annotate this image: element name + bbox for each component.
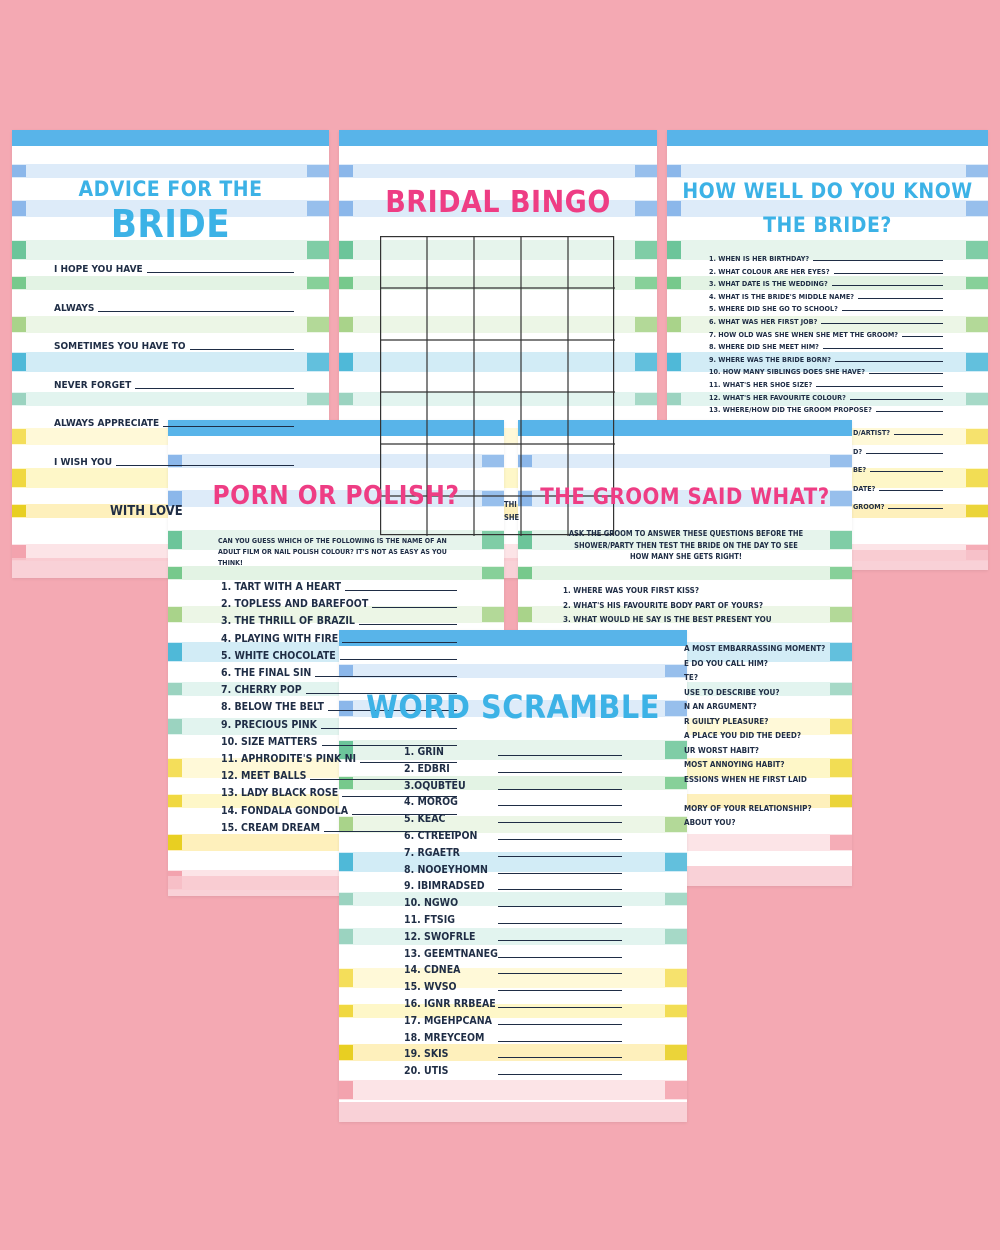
answer-line[interactable] — [498, 906, 622, 907]
answer-line[interactable] — [163, 426, 294, 427]
answer-line[interactable] — [876, 411, 943, 412]
scramble-item-text: 8. NOOEYHOMN — [404, 863, 488, 876]
know-peek-text: D? — [853, 446, 863, 456]
answer-line[interactable] — [498, 940, 622, 941]
know-title-line2: THE BRIDE? — [763, 213, 892, 237]
answer-line[interactable] — [345, 590, 457, 591]
scramble-card — [339, 630, 687, 1122]
scramble-item-text: 5. KEAC — [404, 813, 446, 826]
answer-line[interactable] — [498, 822, 622, 823]
scramble-item-text: 2. EDBRI — [404, 762, 450, 775]
scramble-item[interactable] — [404, 746, 622, 758]
know-question[interactable] — [709, 342, 943, 351]
answer-line[interactable] — [823, 348, 943, 349]
answer-line[interactable] — [850, 399, 943, 400]
groom-peek — [684, 760, 844, 769]
scramble-item-text: 4. MOROG — [404, 796, 458, 809]
know-question-text: 9. WHERE WAS THE BRIDE BORN? — [709, 354, 831, 364]
scramble-item[interactable] — [404, 981, 622, 993]
know-peek[interactable] — [853, 447, 943, 456]
scramble-item[interactable] — [404, 1048, 622, 1060]
porn-item-text: 14. FONDALA GONDOLA — [221, 804, 349, 817]
know-question[interactable] — [709, 292, 943, 301]
scramble-item[interactable] — [404, 780, 622, 792]
porn-item-text: 6. THE FINAL SIN — [221, 667, 312, 679]
scramble-item[interactable] — [404, 813, 622, 825]
porn-item-text: 10. SIZE MATTERS — [221, 735, 318, 748]
answer-line[interactable] — [340, 659, 457, 660]
scramble-item-text: 6. CTREEIPON — [404, 830, 478, 842]
scramble-item-text: 16. IGNR RRBEAE — [404, 998, 496, 1010]
answer-line[interactable] — [498, 1024, 622, 1025]
know-peek[interactable] — [853, 465, 943, 474]
scramble-item-text: 1. GRIN — [404, 746, 444, 758]
answer-line[interactable] — [498, 1057, 622, 1058]
advice-prompt[interactable] — [54, 457, 294, 468]
know-question[interactable] — [709, 367, 943, 376]
know-question-text: 3. WHAT DATE IS THE WEDDING? — [709, 279, 828, 289]
know-question-text: 8. WHERE DID SHE MEET HIM? — [709, 342, 819, 352]
know-question-text: 11. WHAT'S HER SHOE SIZE? — [709, 380, 813, 389]
answer-line[interactable] — [498, 856, 622, 857]
know-question-text: 13. WHERE/HOW DID THE GROOM PROPOSE? — [709, 405, 872, 415]
scramble-item-text: 11. FTSIG — [404, 914, 455, 926]
scramble-item[interactable] — [404, 830, 622, 842]
scramble-item-text: 14. CDNEA — [404, 964, 461, 977]
groom-peek-text: R GUILTY PLEASURE? — [684, 716, 769, 726]
know-title-line1: HOW WELL DO YOU KNOW — [682, 179, 973, 203]
answer-line[interactable] — [359, 624, 457, 625]
know-question[interactable] — [709, 279, 943, 288]
know-question-text: 4. WHAT IS THE BRIDE'S MIDDLE NAME? — [709, 291, 855, 301]
know-question[interactable] — [709, 405, 943, 414]
know-question-text: 10. HOW MANY SIBLINGS DOES SHE HAVE? — [709, 367, 865, 377]
answer-line[interactable] — [866, 453, 943, 454]
know-question[interactable] — [709, 393, 943, 402]
answer-line[interactable] — [498, 889, 622, 890]
answer-line[interactable] — [498, 923, 622, 924]
groom-question-text: 3. WHAT WOULD HE SAY IS THE BEST PRESENT YOU — [563, 615, 772, 624]
know-peek[interactable] — [853, 428, 943, 437]
answer-line[interactable] — [902, 336, 943, 337]
bingo-peek-1: THI — [504, 500, 517, 509]
porn-item[interactable] — [221, 615, 457, 627]
scramble-item[interactable] — [404, 1015, 622, 1027]
scramble-item[interactable] — [404, 1032, 622, 1044]
porn-item[interactable] — [221, 650, 457, 662]
know-question-text: 12. WHAT'S HER FAVOURITE COLOUR? — [709, 392, 846, 402]
answer-line[interactable] — [116, 465, 294, 466]
groom-peek — [684, 644, 844, 653]
advice-sign-off: WITH LOVE — [110, 504, 183, 519]
groom-peek-text: N AN ARGUMENT? — [684, 702, 757, 711]
scramble-item[interactable] — [404, 864, 622, 876]
scramble-item[interactable] — [404, 796, 622, 808]
answer-line[interactable] — [498, 805, 622, 806]
know-peek-text: DATE? — [853, 483, 876, 493]
answer-line[interactable] — [147, 272, 294, 273]
answer-line[interactable] — [190, 349, 295, 350]
answer-line[interactable] — [498, 755, 622, 756]
know-question[interactable] — [709, 330, 943, 339]
scramble-item-text: 10. NGWO — [404, 897, 459, 910]
know-peek-text: GROOM? — [853, 502, 885, 511]
answer-line[interactable] — [834, 273, 943, 274]
groom-question-text: 2. WHAT'S HIS FAVOURITE BODY PART OF YOURS? — [563, 600, 764, 610]
answer-line[interactable] — [879, 490, 943, 491]
answer-line[interactable] — [372, 607, 457, 608]
scramble-item-text: 9. IBIMRADSED — [404, 880, 485, 893]
answer-line[interactable] — [321, 728, 457, 729]
groom-peek-text: UR WORST HABIT? — [684, 745, 759, 755]
advice-prompt-text: SOMETIMES YOU HAVE TO — [54, 341, 186, 352]
scramble-item-text: 20. UTIS — [404, 1065, 449, 1078]
porn-item-text: 4. PLAYING WITH FIRE — [221, 632, 339, 645]
know-peek[interactable] — [853, 484, 943, 493]
groom-peek-text: MORY OF YOUR RELATIONSHIP? — [684, 803, 812, 813]
scramble-item[interactable] — [404, 897, 622, 909]
scramble-item[interactable] — [404, 880, 622, 892]
know-question-text: 5. WHERE DID SHE GO TO SCHOOL? — [709, 304, 838, 314]
answer-line[interactable] — [342, 642, 457, 643]
groom-peek-text: MOST ANNOYING HABIT? — [684, 760, 785, 769]
scramble-item-text: 7. RGAETR — [404, 846, 460, 859]
answer-line[interactable] — [135, 388, 294, 389]
advice-prompt[interactable] — [54, 264, 294, 275]
groom-peek — [684, 746, 844, 755]
groom-peek — [684, 731, 844, 740]
know-question[interactable] — [709, 304, 943, 313]
porn-item-text: 5. WHITE CHOCOLATE — [221, 649, 336, 662]
bingo-peek-2: SHE — [504, 513, 520, 522]
scramble-item[interactable] — [404, 1065, 622, 1077]
porn-item-text: 2. TOPLESS AND BAREFOOT — [221, 598, 369, 611]
advice-prompt-text: ALWAYS — [54, 302, 95, 314]
porn-item-text: 11. APHRODITE'S PINK NI — [221, 753, 357, 765]
answer-line[interactable] — [498, 873, 622, 874]
groom-peek — [684, 775, 844, 784]
answer-line[interactable] — [498, 839, 622, 840]
advice-prompt-text: NEVER FORGET — [54, 379, 132, 391]
know-peek[interactable] — [853, 502, 943, 511]
advice-prompt[interactable] — [54, 418, 294, 429]
scramble-item[interactable] — [404, 931, 622, 943]
answer-line[interactable] — [498, 973, 622, 974]
scramble-item-text: 17. MGEHPCANA — [404, 1014, 492, 1027]
porn-item-text: 9. PRECIOUS PINK — [221, 718, 317, 731]
answer-line[interactable] — [821, 323, 943, 324]
advice-prompt-text: I WISH YOU — [54, 456, 112, 468]
porn-intro: CAN YOU GUESS WHICH OF THE FOLLOWING IS THE NAME OF AN ADULT FILM OR NAIL POLISH COLOUR? IT'S NOT AS EASY AS YOU THINK! — [218, 537, 447, 567]
answer-line[interactable] — [835, 361, 943, 362]
advice-prompt[interactable] — [54, 303, 294, 314]
answer-line[interactable] — [498, 789, 622, 790]
answer-line[interactable] — [315, 676, 457, 677]
answer-line[interactable] — [870, 471, 943, 472]
porn-item-text: 8. BELOW THE BELT — [221, 701, 324, 714]
groom-peek — [684, 673, 844, 682]
groom-question — [563, 601, 803, 610]
scramble-item-text: 12. SWOFRLE — [404, 930, 476, 943]
groom-peek-text: TE? — [684, 673, 699, 682]
know-question-text: 2. WHAT COLOUR ARE HER EYES? — [709, 266, 830, 276]
advice-prompt[interactable] — [54, 341, 294, 352]
groom-peek-text: A PLACE YOU DID THE DEED? — [684, 731, 802, 740]
advice-title-line1: ADVICE FOR THE — [78, 177, 263, 201]
groom-peek — [684, 818, 844, 827]
groom-peek-text: USE TO DESCRIBE YOU? — [684, 687, 780, 697]
groom-peek-text: ABOUT YOU? — [684, 818, 736, 827]
answer-line[interactable] — [832, 285, 943, 286]
porn-title: PORN OR POLISH? — [212, 481, 460, 511]
answer-line[interactable] — [888, 508, 943, 509]
scramble-item[interactable] — [404, 847, 622, 859]
porn-item-text: 3. THE THRILL OF BRAZIL — [221, 615, 355, 628]
know-peek-text: BE? — [853, 465, 867, 474]
answer-line[interactable] — [498, 772, 622, 773]
porn-item[interactable] — [221, 633, 457, 645]
answer-line[interactable] — [842, 310, 943, 311]
know-question[interactable] — [709, 267, 943, 276]
advice-prompt[interactable] — [54, 380, 294, 391]
advice-title-line2: BRIDE — [110, 202, 231, 246]
answer-line[interactable] — [858, 298, 943, 299]
know-question-text: 6. WHAT WAS HER FIRST JOB? — [709, 317, 818, 326]
porn-item-text: 12. MEET BALLS — [221, 770, 307, 783]
porn-item-text: 13. LADY BLACK ROSE — [221, 787, 339, 800]
groom-peek — [684, 688, 844, 697]
answer-line[interactable] — [813, 260, 943, 261]
scramble-item-text: 18. MREYCEOM — [404, 1031, 485, 1044]
scramble-title: WORD SCRAMBLE — [366, 688, 660, 726]
answer-line[interactable] — [498, 1007, 622, 1008]
groom-title: THE GROOM SAID WHAT? — [540, 485, 830, 510]
know-question[interactable] — [709, 355, 943, 364]
know-question[interactable] — [709, 254, 943, 263]
groom-peek — [684, 659, 844, 668]
groom-peek-text: E DO YOU CALL HIM? — [684, 658, 768, 668]
know-question[interactable] — [709, 380, 943, 389]
groom-peek — [684, 702, 844, 711]
porn-item-text: 15. CREAM DREAM — [221, 821, 320, 834]
groom-question-text: 1. WHERE WAS YOUR FIRST KISS? — [563, 586, 700, 595]
porn-item[interactable] — [221, 598, 457, 610]
scramble-item[interactable] — [404, 964, 622, 976]
scramble-item[interactable] — [404, 948, 622, 960]
porn-item-text: 1. TART WITH A HEART — [221, 581, 342, 593]
scramble-item-text: 3.OQUBTEU — [404, 779, 466, 792]
answer-line[interactable] — [869, 373, 943, 374]
answer-line[interactable] — [894, 434, 943, 435]
scramble-item[interactable] — [404, 763, 622, 775]
know-peek-text: D/ARTIST? — [853, 428, 891, 437]
answer-line[interactable] — [816, 386, 943, 387]
know-question[interactable] — [709, 317, 943, 326]
groom-intro: ASK THE GROOM TO ANSWER THESE QUESTIONS BEFORE THE SHOWER/PARTY THEN TEST THE BRIDE ON THE DAY TO SEE HOW MANY SHE GETS RIGHT! — [568, 529, 804, 562]
scramble-item[interactable] — [404, 998, 622, 1010]
know-question-text: 7. HOW OLD WAS SHE WHEN SHE MET THE GROOM? — [709, 329, 899, 339]
porn-item-text: 7. CHERRY POP — [221, 684, 302, 697]
scramble-item[interactable] — [404, 914, 622, 926]
answer-line[interactable] — [98, 311, 294, 312]
scramble-item-text: 13. GEEMTNANEG — [404, 947, 498, 960]
porn-item[interactable] — [221, 581, 457, 593]
groom-peek-text: ESSIONS WHEN HE FIRST LAID — [684, 774, 807, 784]
know-question-text: 1. WHEN IS HER BIRTHDAY? — [709, 254, 810, 263]
groom-peek-text: A MOST EMBARRASSING MOMENT? — [684, 644, 826, 653]
groom-peek — [684, 804, 844, 813]
answer-line[interactable] — [498, 1041, 622, 1042]
bingo-title: BRIDAL BINGO — [385, 185, 611, 220]
groom-question — [563, 586, 803, 595]
advice-prompt-text: ALWAYS APPRECIATE — [54, 418, 160, 429]
answer-line[interactable] — [498, 957, 622, 958]
answer-line[interactable] — [498, 1074, 622, 1075]
answer-line[interactable] — [498, 990, 622, 991]
advice-prompt-text: I HOPE YOU HAVE — [54, 264, 143, 275]
porn-item[interactable] — [221, 667, 457, 679]
scramble-item-text: 19. SKIS — [404, 1048, 449, 1061]
groom-question — [563, 615, 803, 624]
scramble-item-text: 15. WVSO — [404, 981, 457, 994]
groom-peek — [684, 717, 844, 726]
